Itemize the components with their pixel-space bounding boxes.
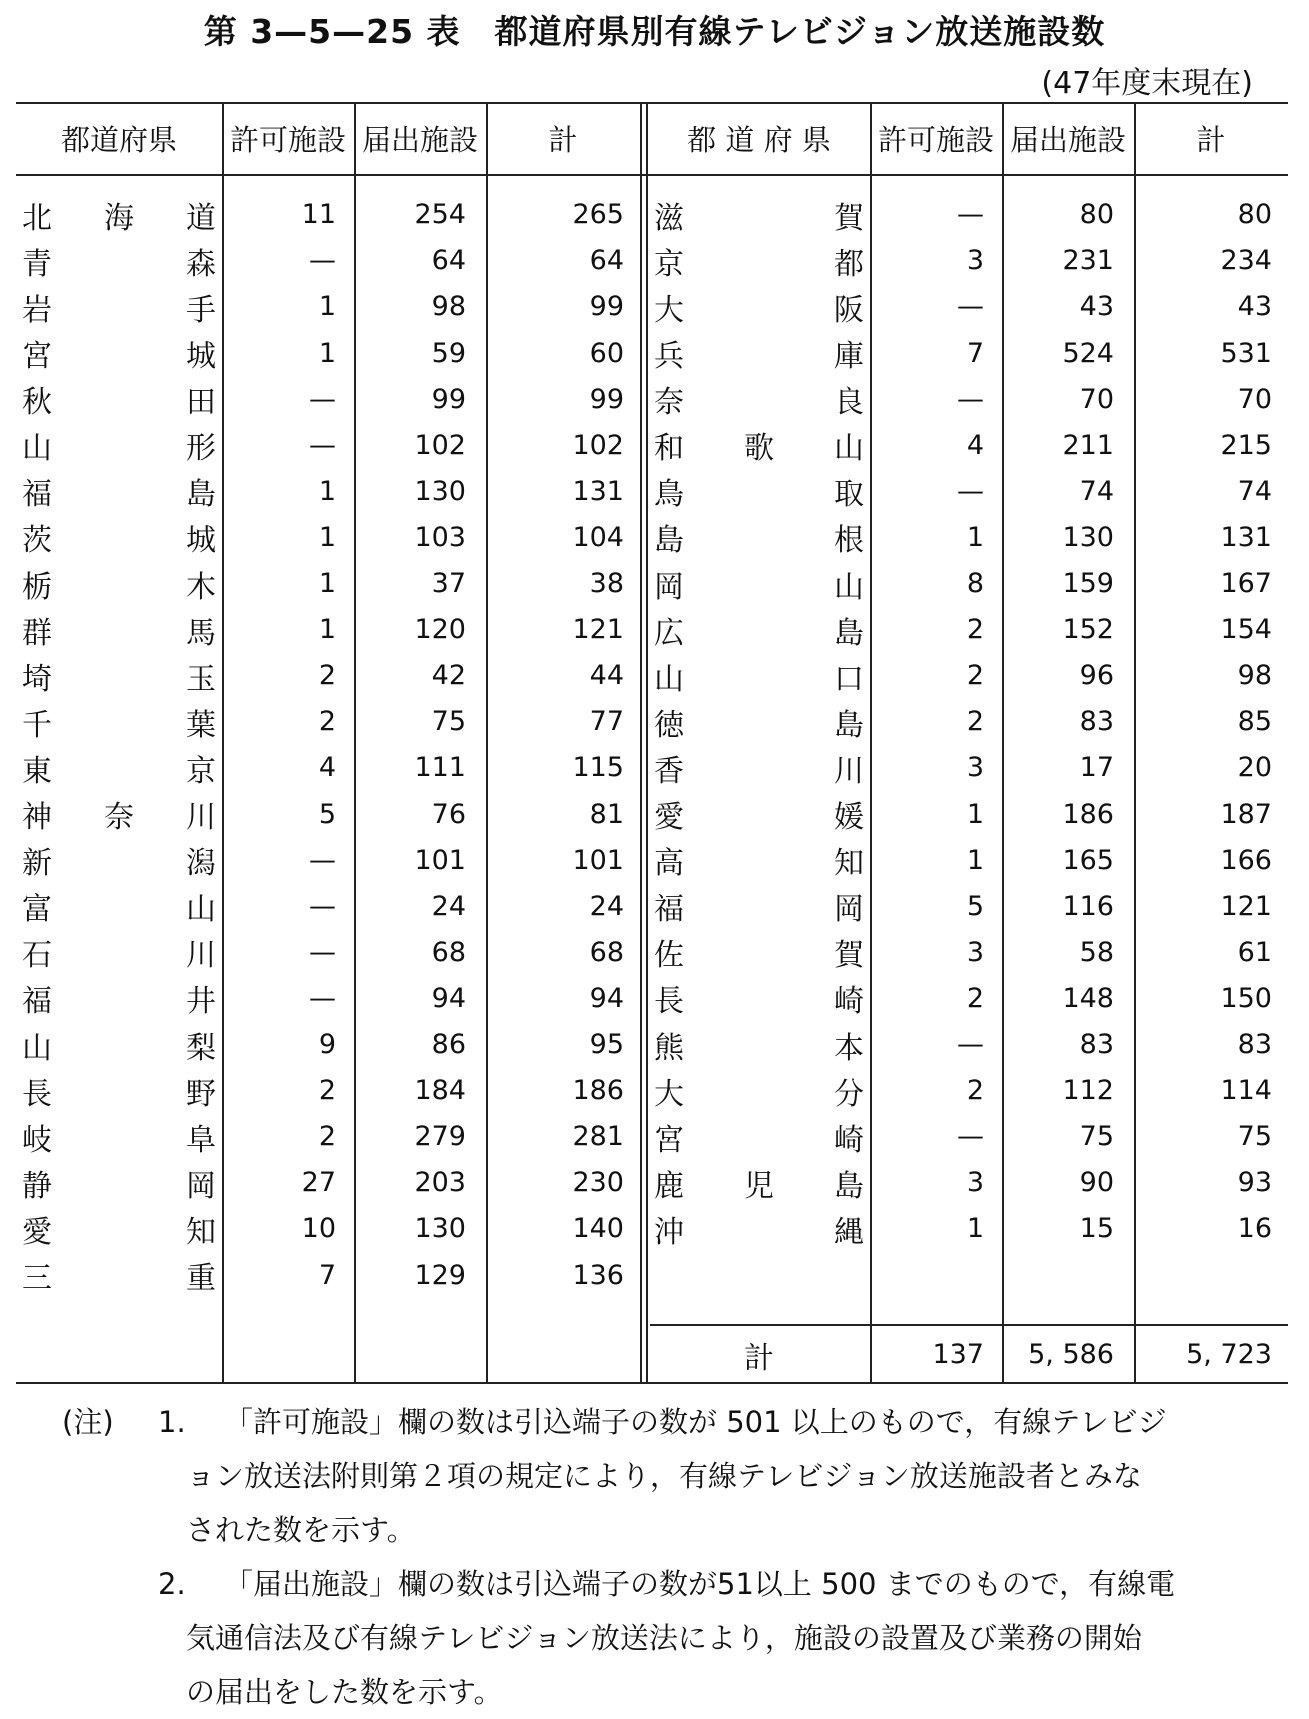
total-count: 114 bbox=[1220, 1075, 1272, 1107]
prefecture-name-char: 賀 bbox=[834, 200, 864, 236]
prefecture-name-char: 千 bbox=[22, 707, 52, 743]
bottom-rule bbox=[16, 1382, 1288, 1384]
notified-count: 120 bbox=[414, 614, 466, 646]
permitted-count: 2 bbox=[966, 614, 984, 646]
prefecture-name-char: 岡 bbox=[186, 1168, 216, 1204]
prefecture-name-char: 島 bbox=[186, 477, 216, 513]
total-count: 68 bbox=[589, 936, 624, 968]
half-separator bbox=[646, 102, 648, 1384]
prefecture-name-char: 形 bbox=[186, 431, 216, 467]
total-count: 95 bbox=[589, 1029, 624, 1061]
notified-count: 98 bbox=[431, 291, 466, 323]
prefecture-name-char: 川 bbox=[186, 938, 216, 974]
header-permitted: 許可施設 bbox=[229, 122, 346, 157]
prefecture-name-char: 島 bbox=[654, 523, 684, 559]
prefecture-name-char: 福 bbox=[654, 892, 684, 928]
prefecture-name-char: 阜 bbox=[186, 1122, 216, 1158]
prefecture-name-char: 大 bbox=[654, 1076, 684, 1112]
prefecture-name-char: 潟 bbox=[186, 846, 216, 882]
notified-count: 94 bbox=[431, 982, 466, 1014]
notified-count: 211 bbox=[1062, 429, 1114, 461]
notified-count: 59 bbox=[431, 337, 466, 369]
total-count: 99 bbox=[589, 383, 624, 415]
permitted-count: 10 bbox=[301, 1213, 336, 1245]
total-count: 166 bbox=[1220, 844, 1272, 876]
notified-count: 68 bbox=[431, 936, 466, 968]
prefecture-name-char: 縄 bbox=[834, 1214, 864, 1250]
prefecture-name-char: 島 bbox=[834, 707, 864, 743]
total-count: 102 bbox=[572, 429, 624, 461]
note-text: 「許可施設」欄の数は引込端子の数が 501 以上のもので，有線テレビジ bbox=[224, 1405, 1167, 1439]
note-number: 1. bbox=[158, 1405, 186, 1439]
notified-count: 15 bbox=[1079, 1213, 1114, 1245]
total-count: 131 bbox=[1220, 521, 1272, 553]
permitted-count: 2 bbox=[318, 660, 336, 692]
grand-total-total: 5, 723 bbox=[1186, 1339, 1272, 1371]
notified-count: 43 bbox=[1079, 291, 1114, 323]
prefecture-name-char: 広 bbox=[654, 615, 684, 651]
prefecture-name-char: 香 bbox=[654, 753, 684, 789]
notified-count: 130 bbox=[1062, 521, 1114, 553]
header-notified: 届出施設 bbox=[1009, 122, 1126, 157]
prefecture-name-char: 愛 bbox=[654, 800, 684, 836]
total-count: 74 bbox=[1237, 475, 1272, 507]
permitted-count: 7 bbox=[318, 1259, 336, 1291]
notified-count: 76 bbox=[431, 798, 466, 830]
header-total: 計 bbox=[1196, 122, 1226, 157]
total-count: 77 bbox=[589, 706, 624, 738]
total-count: 101 bbox=[572, 844, 624, 876]
notified-count: 130 bbox=[414, 1213, 466, 1245]
prefecture-name-char: 分 bbox=[834, 1076, 864, 1112]
permitted-count: 4 bbox=[966, 429, 984, 461]
prefecture-name-char: 和 bbox=[654, 431, 684, 467]
total-count: 16 bbox=[1237, 1213, 1272, 1245]
prefecture-name-char: 岡 bbox=[834, 892, 864, 928]
prefecture-name-char: 北 bbox=[22, 200, 52, 236]
notified-count: 112 bbox=[1062, 1075, 1114, 1107]
notified-count: 231 bbox=[1062, 245, 1114, 277]
permitted-count: 1 bbox=[966, 844, 984, 876]
as-of-date: (47年度末現在) bbox=[1041, 66, 1253, 101]
total-count: 75 bbox=[1237, 1121, 1272, 1153]
prefecture-name-char: 重 bbox=[186, 1261, 216, 1297]
prefecture-name-char: 埼 bbox=[22, 661, 52, 697]
permitted-count: 5 bbox=[318, 798, 336, 830]
notified-count: 102 bbox=[414, 429, 466, 461]
permitted-count: — bbox=[957, 475, 984, 507]
notified-count: 75 bbox=[1079, 1121, 1114, 1153]
prefecture-name-char: 野 bbox=[186, 1076, 216, 1112]
total-count: 150 bbox=[1220, 982, 1272, 1014]
notified-count: 184 bbox=[414, 1075, 466, 1107]
prefecture-name-char: 賀 bbox=[834, 938, 864, 974]
total-count: 187 bbox=[1220, 798, 1272, 830]
permitted-count: 2 bbox=[318, 706, 336, 738]
notified-count: 159 bbox=[1062, 568, 1114, 600]
prefecture-name-char: 根 bbox=[834, 523, 864, 559]
permitted-count: 1 bbox=[318, 614, 336, 646]
permitted-count: — bbox=[957, 383, 984, 415]
prefecture-name-char: 奈 bbox=[104, 800, 134, 836]
total-count: 531 bbox=[1220, 337, 1272, 369]
prefecture-name-char: 口 bbox=[834, 661, 864, 697]
prefecture-name-char: 葉 bbox=[186, 707, 216, 743]
notified-count: 64 bbox=[431, 245, 466, 277]
total-count: 64 bbox=[589, 245, 624, 277]
notified-count: 111 bbox=[414, 752, 466, 784]
total-count: 61 bbox=[1237, 936, 1272, 968]
prefecture-name-char: 森 bbox=[186, 246, 216, 282]
total-count: 24 bbox=[589, 890, 624, 922]
permitted-count: 3 bbox=[966, 1167, 984, 1199]
permitted-count: 8 bbox=[966, 568, 984, 600]
permitted-count: 2 bbox=[318, 1075, 336, 1107]
total-count: 43 bbox=[1237, 291, 1272, 323]
total-count: 115 bbox=[572, 752, 624, 784]
notified-count: 74 bbox=[1079, 475, 1114, 507]
prefecture-name-char: 徳 bbox=[654, 707, 684, 743]
permitted-count: 2 bbox=[318, 1121, 336, 1153]
prefecture-name-char: 長 bbox=[654, 984, 684, 1020]
total-count: 38 bbox=[589, 568, 624, 600]
notes bbox=[56, 1395, 1296, 1719]
prefecture-name-char: 玉 bbox=[186, 661, 216, 697]
prefecture-name-char: 山 bbox=[186, 892, 216, 928]
permitted-count: 1 bbox=[318, 568, 336, 600]
permitted-count: 4 bbox=[318, 752, 336, 784]
prefecture-name-char: 群 bbox=[22, 615, 52, 651]
notified-count: 279 bbox=[414, 1121, 466, 1153]
permitted-count: 2 bbox=[966, 706, 984, 738]
prefecture-name-char: 大 bbox=[654, 292, 684, 328]
total-count: 215 bbox=[1220, 429, 1272, 461]
prefecture-name-char: 庫 bbox=[834, 339, 864, 375]
permitted-count: — bbox=[309, 383, 336, 415]
prefecture-name-char: 知 bbox=[186, 1214, 216, 1250]
total-count: 265 bbox=[572, 199, 624, 231]
total-count: 60 bbox=[589, 337, 624, 369]
grand-total-label: 計 bbox=[744, 1340, 774, 1376]
prefecture-name-char: 茨 bbox=[22, 523, 52, 559]
total-count: 70 bbox=[1237, 383, 1272, 415]
permitted-count: 27 bbox=[301, 1167, 336, 1199]
total-count: 131 bbox=[572, 475, 624, 507]
prefecture-name-char: 鹿 bbox=[654, 1168, 684, 1204]
prefecture-name-char: 山 bbox=[834, 431, 864, 467]
prefecture-name-char: 青 bbox=[22, 246, 52, 282]
permitted-count: — bbox=[957, 1029, 984, 1061]
prefecture-name-char: 城 bbox=[186, 339, 216, 375]
notified-count: 96 bbox=[1079, 660, 1114, 692]
prefecture-name-char: 高 bbox=[654, 846, 684, 882]
header-total: 計 bbox=[548, 122, 578, 157]
total-count: 167 bbox=[1220, 568, 1272, 600]
prefecture-name-char: 新 bbox=[22, 846, 52, 882]
permitted-count: — bbox=[309, 844, 336, 876]
permitted-count: 2 bbox=[966, 660, 984, 692]
notified-count: 152 bbox=[1062, 614, 1114, 646]
prefecture-name-char: 崎 bbox=[834, 984, 864, 1020]
notified-count: 37 bbox=[431, 568, 466, 600]
permitted-count: 1 bbox=[318, 475, 336, 507]
permitted-count: 1 bbox=[966, 798, 984, 830]
prefecture-name-char: 阪 bbox=[834, 292, 864, 328]
total-count: 186 bbox=[572, 1075, 624, 1107]
statistics-table bbox=[16, 102, 1288, 1384]
prefecture-name-char: 鳥 bbox=[654, 477, 684, 513]
total-count: 121 bbox=[572, 614, 624, 646]
total-count: 81 bbox=[589, 798, 624, 830]
prefecture-name-char: 栃 bbox=[22, 569, 52, 605]
notified-count: 90 bbox=[1079, 1167, 1114, 1199]
prefecture-name-char: 石 bbox=[22, 938, 52, 974]
note-text: された数を示す。 bbox=[186, 1513, 416, 1547]
prefecture-name-char: 岐 bbox=[22, 1122, 52, 1158]
prefecture-name-char: 岩 bbox=[22, 292, 52, 328]
note-text: 「届出施設」欄の数は引込端子の数が51以上 500 までのもので，有線電 bbox=[224, 1567, 1176, 1601]
prefecture-name-char: 奈 bbox=[654, 385, 684, 421]
prefecture-name-char: 海 bbox=[104, 200, 134, 236]
prefecture-name-char: 愛 bbox=[22, 1214, 52, 1250]
permitted-count: 1 bbox=[966, 1213, 984, 1245]
total-count: 230 bbox=[572, 1167, 624, 1199]
permitted-count: — bbox=[309, 429, 336, 461]
prefecture-name-char: 熊 bbox=[654, 1030, 684, 1066]
prefecture-name-char: 佐 bbox=[654, 938, 684, 974]
prefecture-name-char: 川 bbox=[186, 800, 216, 836]
permitted-count: 5 bbox=[966, 890, 984, 922]
permitted-count: — bbox=[309, 982, 336, 1014]
total-count: 93 bbox=[1237, 1167, 1272, 1199]
prefecture-name-char: 富 bbox=[22, 892, 52, 928]
notified-count: 58 bbox=[1079, 936, 1114, 968]
notified-count: 83 bbox=[1079, 1029, 1114, 1061]
permitted-count: 1 bbox=[318, 291, 336, 323]
notified-count: 203 bbox=[414, 1167, 466, 1199]
prefecture-name-char: 沖 bbox=[654, 1214, 684, 1250]
prefecture-name-char: 島 bbox=[834, 615, 864, 651]
prefecture-name-char: 児 bbox=[744, 1168, 774, 1204]
prefecture-name-char: 静 bbox=[22, 1168, 52, 1204]
total-count: 83 bbox=[1237, 1029, 1272, 1061]
notes-prefix: (注) bbox=[62, 1405, 114, 1439]
prefecture-name-char: 山 bbox=[654, 661, 684, 697]
table-title: 第 3—5—25 表 都道府県別有線テレビジョン放送施設数 bbox=[203, 12, 1106, 51]
notified-count: 524 bbox=[1062, 337, 1114, 369]
total-count: 281 bbox=[572, 1121, 624, 1153]
notified-count: 254 bbox=[414, 199, 466, 231]
prefecture-name-char: 梨 bbox=[186, 1030, 216, 1066]
permitted-count: — bbox=[957, 1121, 984, 1153]
header-notified: 届出施設 bbox=[361, 122, 478, 157]
note-text: ョン放送法附則第２項の規定により，有線テレビジョン放送施設者とみな bbox=[186, 1459, 1142, 1493]
prefecture-name-char: 福 bbox=[22, 984, 52, 1020]
total-count: 80 bbox=[1237, 199, 1272, 231]
prefecture-name-char: 道 bbox=[186, 200, 216, 236]
prefecture-name-char: 本 bbox=[834, 1030, 864, 1066]
prefecture-name-char: 岡 bbox=[654, 569, 684, 605]
notified-count: 83 bbox=[1079, 706, 1114, 738]
prefecture-name-char: 木 bbox=[186, 569, 216, 605]
total-count: 234 bbox=[1220, 245, 1272, 277]
note-text: の届出をした数を示す。 bbox=[186, 1675, 503, 1709]
permitted-count: 9 bbox=[318, 1029, 336, 1061]
header-rule bbox=[16, 174, 1288, 176]
total-count: 136 bbox=[572, 1259, 624, 1291]
notified-count: 116 bbox=[1062, 890, 1114, 922]
prefecture-name-char: 福 bbox=[22, 477, 52, 513]
prefecture-name-char: 三 bbox=[22, 1261, 52, 1297]
prefecture-name-char: 京 bbox=[654, 246, 684, 282]
grand-total-notified: 5, 586 bbox=[1028, 1339, 1114, 1371]
total-count: 44 bbox=[589, 660, 624, 692]
prefecture-name-char: 知 bbox=[834, 846, 864, 882]
prefecture-name-char: 取 bbox=[834, 477, 864, 513]
prefecture-name-char: 手 bbox=[186, 292, 216, 328]
notified-count: 17 bbox=[1079, 752, 1114, 784]
prefecture-name-char: 崎 bbox=[834, 1122, 864, 1158]
notified-count: 186 bbox=[1062, 798, 1114, 830]
prefecture-name-char: 歌 bbox=[744, 431, 774, 467]
prefecture-name-char: 兵 bbox=[654, 339, 684, 375]
permitted-count: 2 bbox=[966, 1075, 984, 1107]
grand-total-permitted: 137 bbox=[932, 1339, 984, 1371]
prefecture-name-char: 山 bbox=[834, 569, 864, 605]
permitted-count: 1 bbox=[318, 521, 336, 553]
total-count: 99 bbox=[589, 291, 624, 323]
total-count: 94 bbox=[589, 982, 624, 1014]
note-number: 2. bbox=[158, 1567, 186, 1601]
permitted-count: 11 bbox=[301, 199, 336, 231]
total-count: 140 bbox=[572, 1213, 624, 1245]
prefecture-name-char: 馬 bbox=[186, 615, 216, 651]
half-separator bbox=[640, 102, 642, 1384]
prefecture-name-char: 山 bbox=[22, 431, 52, 467]
header-permitted: 許可施設 bbox=[877, 122, 994, 157]
total-count: 154 bbox=[1220, 614, 1272, 646]
notified-count: 148 bbox=[1062, 982, 1114, 1014]
notified-count: 103 bbox=[414, 521, 466, 553]
permitted-count: 1 bbox=[318, 337, 336, 369]
prefecture-name-char: 京 bbox=[186, 753, 216, 789]
total-count: 104 bbox=[572, 521, 624, 553]
prefecture-name-char: 宮 bbox=[654, 1122, 684, 1158]
permitted-count: 7 bbox=[966, 337, 984, 369]
notified-count: 129 bbox=[414, 1259, 466, 1291]
prefecture-name-char: 宮 bbox=[22, 339, 52, 375]
grand-total-rule bbox=[650, 1324, 1288, 1326]
prefecture-name-char: 長 bbox=[22, 1076, 52, 1112]
prefecture-name-char: 良 bbox=[834, 385, 864, 421]
note-text: 気通信法及び有線テレビジョン放送法により，施設の設置及び業務の開始 bbox=[186, 1621, 1142, 1655]
permitted-count: — bbox=[309, 936, 336, 968]
prefecture-name-char: 川 bbox=[834, 753, 864, 789]
permitted-count: — bbox=[957, 291, 984, 323]
prefecture-name-char: 井 bbox=[186, 984, 216, 1020]
total-count: 85 bbox=[1237, 706, 1272, 738]
notified-count: 24 bbox=[431, 890, 466, 922]
permitted-count: 1 bbox=[966, 521, 984, 553]
notified-count: 130 bbox=[414, 475, 466, 507]
notified-count: 99 bbox=[431, 383, 466, 415]
prefecture-name-char: 滋 bbox=[654, 200, 684, 236]
total-count: 20 bbox=[1237, 752, 1272, 784]
permitted-count: 2 bbox=[966, 982, 984, 1014]
notified-count: 42 bbox=[431, 660, 466, 692]
permitted-count: — bbox=[309, 890, 336, 922]
prefecture-name-char: 城 bbox=[186, 523, 216, 559]
prefecture-name-char: 媛 bbox=[834, 800, 864, 836]
notified-count: 86 bbox=[431, 1029, 466, 1061]
total-count: 121 bbox=[1220, 890, 1272, 922]
prefecture-name-char: 島 bbox=[834, 1168, 864, 1204]
permitted-count: 3 bbox=[966, 936, 984, 968]
header-prefecture: 都道府県 bbox=[60, 122, 177, 157]
prefecture-name-char: 山 bbox=[22, 1030, 52, 1066]
notified-count: 165 bbox=[1062, 844, 1114, 876]
notified-count: 101 bbox=[414, 844, 466, 876]
permitted-count: 3 bbox=[966, 245, 984, 277]
prefecture-name-char: 神 bbox=[22, 800, 52, 836]
total-count: 98 bbox=[1237, 660, 1272, 692]
header-prefecture: 都 道 府 県 bbox=[687, 122, 831, 157]
prefecture-name-char: 都 bbox=[834, 246, 864, 282]
permitted-count: 3 bbox=[966, 752, 984, 784]
prefecture-name-char: 東 bbox=[22, 753, 52, 789]
prefecture-name-char: 田 bbox=[186, 385, 216, 421]
permitted-count: — bbox=[957, 199, 984, 231]
notified-count: 75 bbox=[431, 706, 466, 738]
permitted-count: — bbox=[309, 245, 336, 277]
notified-count: 80 bbox=[1079, 199, 1114, 231]
notified-count: 70 bbox=[1079, 383, 1114, 415]
prefecture-name-char: 秋 bbox=[22, 385, 52, 421]
